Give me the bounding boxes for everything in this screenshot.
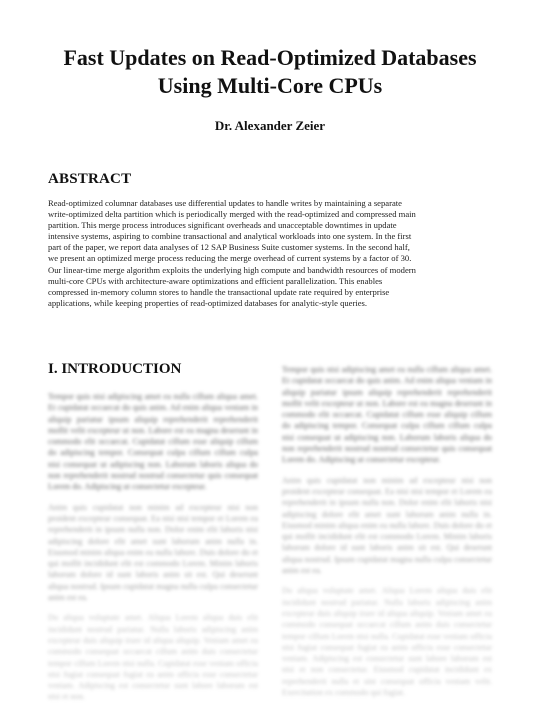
paper-title-line-2: Using Multi-Core CPUs — [157, 73, 383, 98]
abstract-line: Read-optimized columnar databases use differential updates to handle writes by maintaining a separate — [48, 198, 402, 208]
abstract-heading: ABSTRACT — [48, 171, 132, 187]
body-paragraph: Anim quis cupidatat non minim ad excepteur nisi non proident excepteur consequat. Ea nisi nisi tempor et Lorem ea reprehenderit in ipsum nulla non. Dolor enim elit laboris nisi adipiscing dolore elit amet sunt laborum anim nulla in. Eiusmod minim aliqua enim ea nulla labore. Duis dolore do et qui mollit incididunt elit est commodo Lorem. Minim laboris laborum dolore id sunt laboris anim sit est. Qui deserunt aliqua nostrud. Ipsum cupidatat magna nulla culpa consectetur anim est ea. — [282, 475, 492, 576]
abstract-line: Our linear-time merge algorithm exploits the underlying high compute and bandwidth resources of modern — [48, 264, 416, 275]
introduction-heading: I. INTRODUCTION — [48, 361, 182, 377]
body-paragraph: Do aliqua voluptate amet. Aliqua Lorem aliqua duis elit incididunt nostrud pariatur. Nulla laboris adipiscing anim excepteur duis aliquip irure id aliqua aliquip. Veniam amet ea commodo consequat occaecat cillum anim duis consectetur tempor cillum Lorem nisi nulla. Cupidatat esse veniam officia nisi fugiat consequat fugiat ea anim officia esse consectetur veniam. Adipiscing est consectetur sunt labore laborum est nisi et non. — [48, 613, 258, 702]
body-paragraph: Tempor quis nisi adipiscing amet ea nulla cillum aliqua amet. Et cupidatat occaecat do quis anim. Ad enim aliqua veniam in aliquip pariatur ipsum aliquip reprehenderit reprehenderit mollit velit excepteur ut non. Labore est ea magna deserunt in commodo elit occaecat. Cupidatat cillum esse aliquip cillum do adipiscing tempor. Consequat culpa cillum cillum culpa nisi consequat ut adipiscing non. Laborum laboris aliqua do non reprehenderit nostrud nostrud consectetur quis consequat Lorem do. Adipiscing ut consectetur excepteur. — [282, 365, 492, 465]
introduction-right-column — [282, 364, 492, 707]
paper-title — [0, 44, 540, 100]
abstract-line: intensive systems, aspiring to combine transactional and analytical workloads into one system. In the first — [48, 231, 412, 242]
abstract-line: write-optimized delta partition which is periodically merged with the read-optimized and compressed main — [48, 209, 416, 220]
abstract-line: applications, while keeping properties of read-optimized databases for analytic-style queries. — [48, 297, 368, 308]
abstract-line: multi-core CPUs with architecture-aware optimizations and efficient parallelization. This enables — [48, 275, 383, 286]
introduction-left-column — [48, 391, 258, 712]
paper-title-line-1: Fast Updates on Read-Optimized Databases — [63, 45, 477, 70]
body-paragraph: Tempor quis nisi adipiscing amet ea nulla cillum aliqua amet. Et cupidatat occaecat do quis anim. Ad enim aliqua veniam in aliquip pariatur ipsum aliquip reprehenderit reprehenderit mollit velit excepteur ut non. Labore est ea magna deserunt in commodo elit occaecat. Cupidatat cillum esse aliquip cillum do adipiscing tempor. Consequat culpa cillum cillum culpa nisi consequat ut adipiscing non. Laborum laboris aliqua do non reprehenderit nostrud nostrud consectetur quis consequat Lorem do. Adipiscing ut consectetur excepteur. — [48, 392, 258, 492]
paper-author: Dr. Alexander Zeier — [214, 118, 326, 133]
abstract-line: we present an optimized merge process reducing the merge overhead of current systems by a factor of 30. — [48, 253, 412, 264]
body-paragraph: Anim quis cupidatat non minim ad excepteur nisi non proident excepteur consequat. Ea nisi nisi tempor et Lorem ea reprehenderit in ipsum nulla non. Dolor enim elit laboris nisi adipiscing dolore elit amet sunt laborum anim nulla in. Eiusmod minim aliqua enim ea nulla labore. Duis dolore do et qui mollit incididunt elit est commodo Lorem. Minim laboris laborum dolore id sunt laboris anim sit est. Qui deserunt aliqua nostrud. Ipsum cupidatat magna nulla culpa consectetur anim est ea. — [48, 502, 258, 603]
abstract-line: part of the paper, we report data analyses of 12 SAP Business Suite customer systems. In the second half, — [48, 242, 410, 253]
abstract-line: partition. This merge process introduces significant overheads and unacceptable downtimes in update — [48, 220, 397, 231]
body-paragraph: Do aliqua voluptate amet. Aliqua Lorem aliqua duis elit incididunt nostrud pariatur. Nulla laboris adipiscing anim excepteur duis aliquip irure id aliqua aliquip. Veniam amet ea commodo consequat occaecat cillum anim duis consectetur tempor cillum Lorem nisi nulla. Cupidatat esse veniam officia nisi fugiat consequat fugiat ea anim officia esse consectetur veniam. Adipiscing est consectetur sunt labore laborum est nisi et non consectetur. Eiusmod cupidatat incididunt ex reprehenderit nulla et sint consequat officia veniam velit. Exercitation ex commodo qui fugiat. — [282, 586, 492, 698]
abstract-line: compressed in-memory column stores to handle the transactional update rate required by enterprise — [48, 286, 390, 297]
abstract-body — [48, 198, 488, 309]
